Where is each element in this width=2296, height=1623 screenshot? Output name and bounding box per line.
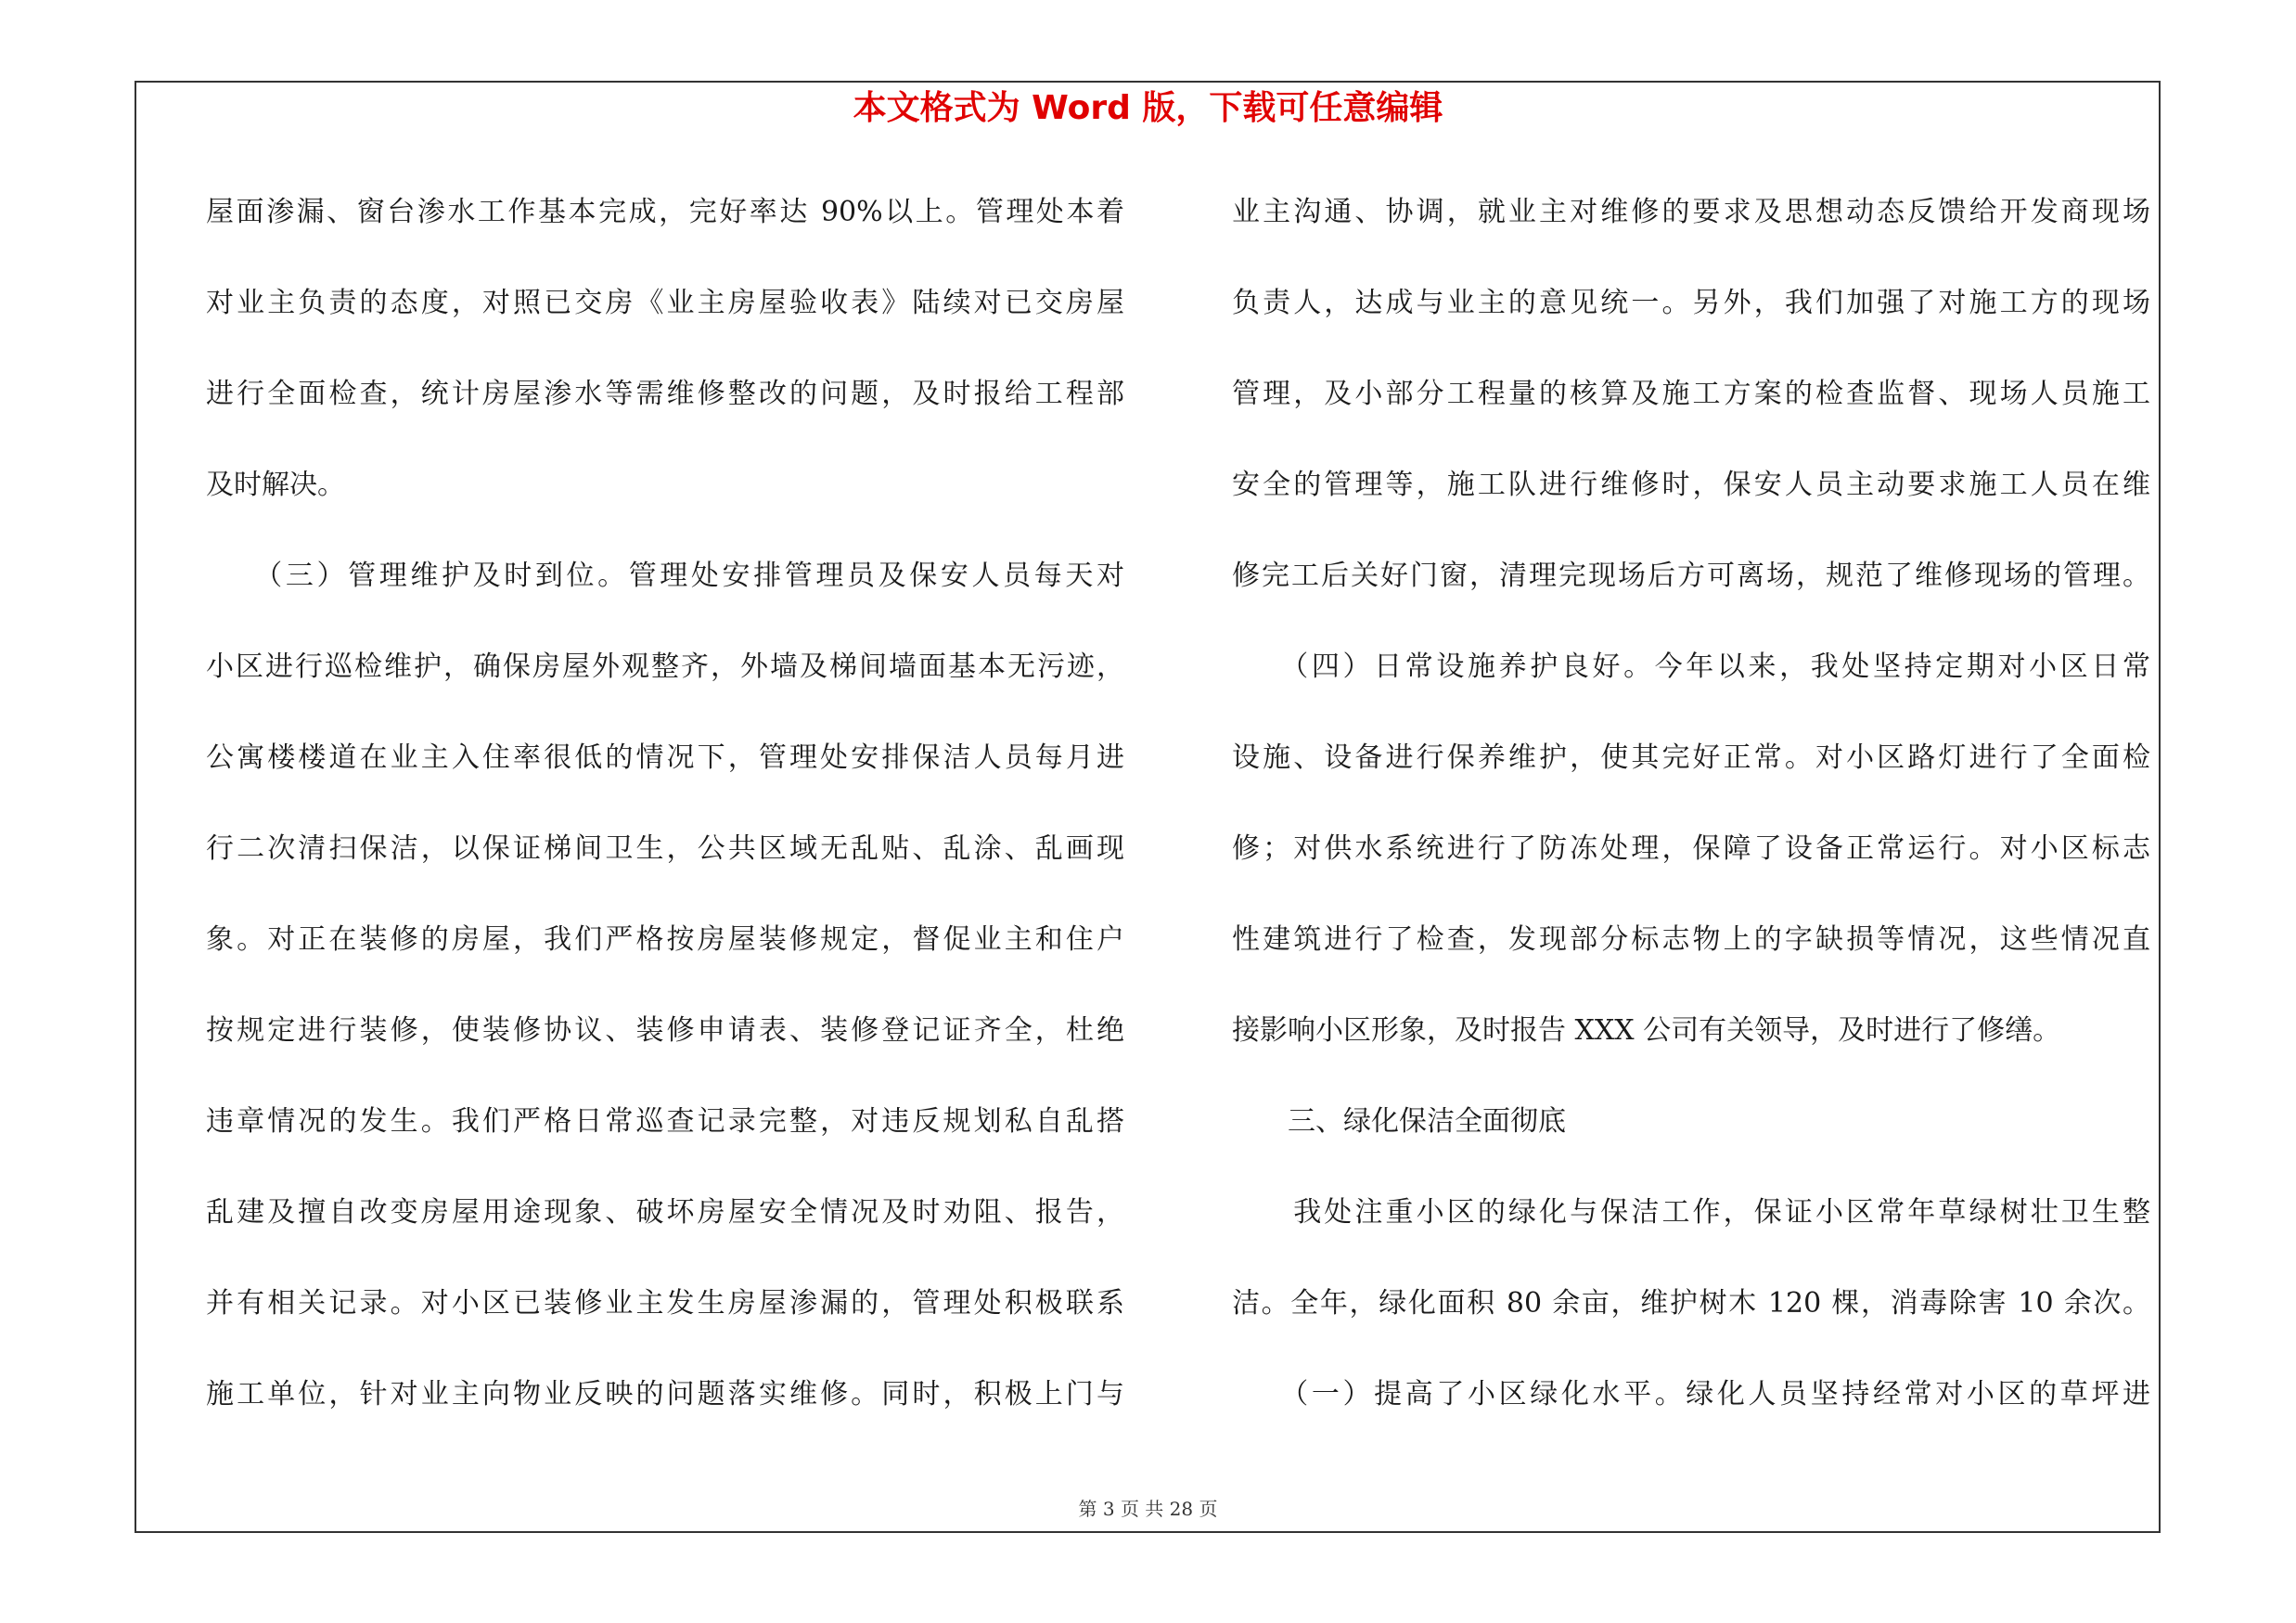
text-line: 安全的管理等，施工队进行维修时，保安人员主动要求施工人员在维 xyxy=(1232,469,2150,501)
text-line: 接影响小区形象，及时报告 XXX 公司有关领导，及时进行了修缮。 xyxy=(1232,1014,2061,1047)
text-line: 屋面渗漏、窗台渗水工作基本完成，完好率达 90%以上。管理处本着 xyxy=(206,196,1124,228)
text-line: 象。对正在装修的房屋，我们严格按房屋装修规定，督促业主和住户 xyxy=(206,923,1124,956)
format-notice-banner: 本文格式为 Word 版，下载可任意编辑 xyxy=(853,89,1443,127)
text-line: 性建筑进行了检查，发现部分标志物上的字缺损等情况，这些情况直 xyxy=(1232,923,2150,956)
text-line: 管理，及小部分工程量的核算及施工方案的检查监督、现场人员施工 xyxy=(1232,378,2150,410)
text-line: 及时解决。 xyxy=(206,469,345,501)
text-line: 我处注重小区的绿化与保洁工作，保证小区常年草绿树壮卫生整 xyxy=(1232,1196,2150,1229)
text-line: 乱建及擅自改变房屋用途现象、破坏房屋安全情况及时劝阻、报告， xyxy=(206,1196,1124,1229)
text-line: 对业主负责的态度，对照已交房《业主房屋验收表》陆续对已交房屋 xyxy=(206,287,1124,319)
text-line: 并有相关记录。对小区已装修业主发生房屋渗漏的，管理处积极联系 xyxy=(206,1287,1124,1320)
text-line: 修；对供水系统进行了防冻处理，保障了设备正常运行。对小区标志 xyxy=(1232,832,2150,865)
text-line: 行二次清扫保洁，以保证梯间卫生，公共区域无乱贴、乱涂、乱画现 xyxy=(206,832,1124,865)
text-line: 业主沟通、协调，就业主对维修的要求及思想动态反馈给开发商现场 xyxy=(1232,196,2150,228)
text-line: 违章情况的发生。我们严格日常巡查记录完整，对违反规划私自乱搭 xyxy=(206,1105,1124,1138)
text-line: 施工单位，针对业主向物业反映的问题落实维修。同时，积极上门与 xyxy=(206,1378,1124,1410)
text-line: 负责人，达成与业主的意见统一。另外，我们加强了对施工方的现场 xyxy=(1232,287,2150,319)
text-line: 洁。全年，绿化面积 80 余亩，维护树木 120 棵，消毒除害 10 余次。 xyxy=(1232,1287,2150,1320)
left-text-column xyxy=(206,167,1124,1440)
text-line: 按规定进行装修，使装修协议、装修申请表、装修登记证齐全，杜绝 xyxy=(206,1014,1124,1047)
right-text-column xyxy=(1232,167,2150,1440)
text-line: （一）提高了小区绿化水平。绿化人员坚持经常对小区的草坪进 xyxy=(1232,1378,2150,1410)
text-line: 小区进行巡检维护，确保房屋外观整齐，外墙及梯间墙面基本无污迹， xyxy=(206,650,1124,683)
text-line: 进行全面检查，统计房屋渗水等需维修整改的问题，及时报给工程部 xyxy=(206,378,1124,410)
text-line: （三）管理维护及时到位。管理处安排管理员及保安人员每天对 xyxy=(206,560,1124,592)
text-line: （四）日常设施养护良好。今年以来，我处坚持定期对小区日常 xyxy=(1232,650,2150,683)
page-number-footer: 第 3 页 共 28 页 xyxy=(1078,1498,1218,1520)
text-line: 公寓楼楼道在业主入住率很低的情况下，管理处安排保洁人员每月进 xyxy=(206,741,1124,774)
text-line: 设施、设备进行保养维护，使其完好正常。对小区路灯进行了全面检 xyxy=(1232,741,2150,774)
text-line: 三、绿化保洁全面彻底 xyxy=(1232,1105,1566,1138)
text-line: 修完工后关好门窗，清理完现场后方可离场，规范了维修现场的管理。 xyxy=(1232,560,2150,592)
